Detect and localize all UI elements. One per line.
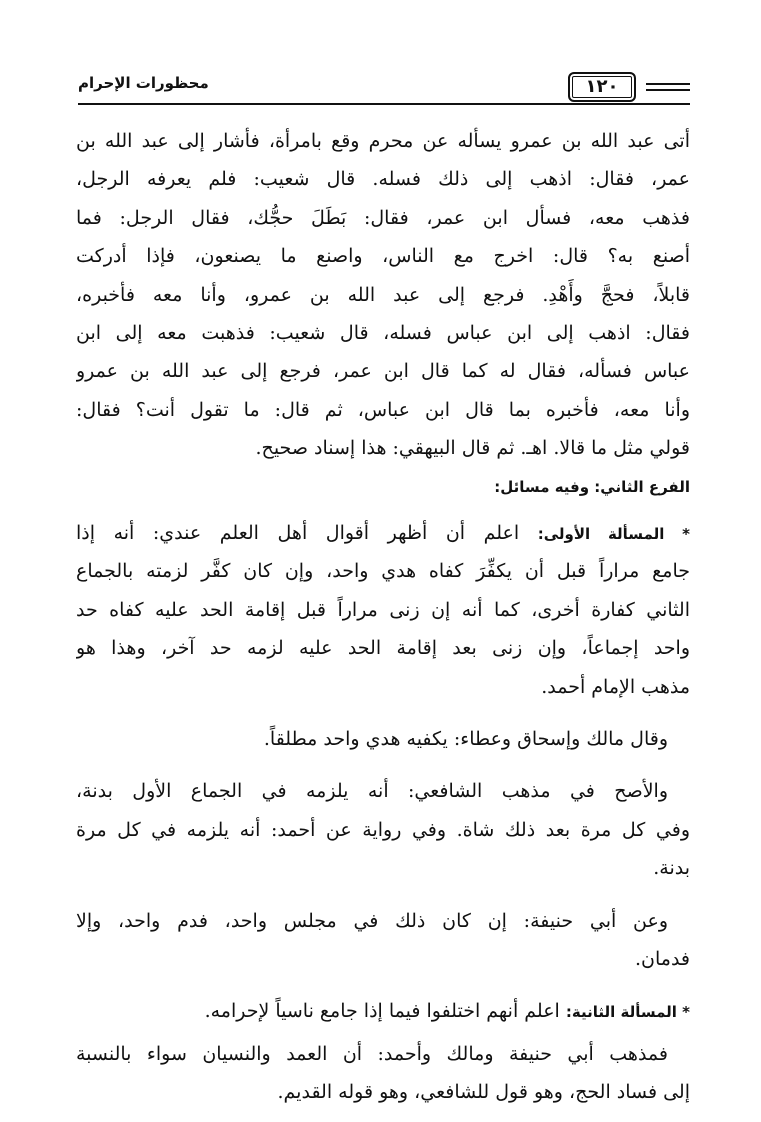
- text-line: جامع مراراً قبل أن يكفِّرَ كفاه هدي واحد، وإن كان كفَّر لزمته بالجماع: [76, 560, 690, 583]
- text-line: مذهب الإمام أحمد.: [541, 675, 690, 698]
- paragraph-gap: [76, 888, 690, 902]
- section-heading: الفرع الثاني: وفيه مسائل:: [494, 478, 690, 496]
- header-rule: [78, 103, 690, 105]
- issue-text: اعلم أن أظهر أقوال أهل العلم عندي: أنه إذا: [76, 522, 538, 544]
- text-line: أصنع به؟ قال: اخرج مع الناس، واصنع ما يصنعون، فإذا أدركت: [76, 245, 690, 268]
- text-line: فذهب معه، فسأل ابن عمر، فقال: بَطَلَ حجُّك، فقال الرجل: فما: [76, 206, 690, 229]
- text-line: عمر، فقال: اذهب إلى ذلك فسله. قال شعيب: فلم يعرفه الرجل،: [76, 168, 690, 191]
- text-line: قابلاً، فحجَّ وأَهْدِ. فرجع إلى عبد الله بن عمرو، وأنا معه فأخبره،: [76, 283, 690, 306]
- issue-text: اعلم أنهم اختلفوا فيما إذا جامع ناسياً لإحرامه.: [204, 1000, 566, 1023]
- text-line: أتى عبد الله بن عمرو يسأله عن محرم وقع بامرأة، فأشار إلى عبد الله بن: [76, 130, 690, 152]
- paragraph-narration: [76, 122, 690, 468]
- text-line: عباس فسأله، فقال له كما قال ابن عمر، فرجع إلى عبد الله بن عمرو: [76, 360, 690, 383]
- issue-lead: * المسألة الأولى:: [537, 525, 690, 543]
- text-line: واحد إجماعاً، وإن زنى بعد إقامة الحد عليه لزمه حد آخر، وهذا هو: [76, 637, 690, 660]
- header-ornament-line: [646, 83, 690, 85]
- text-line: إلى فساد الحج، وهو قول للشافعي، وهو قوله القديم.: [277, 1081, 690, 1104]
- text-line: والأصح في مذهب الشافعي: أنه يلزمه في الجماع الأول بدنة،: [76, 780, 668, 803]
- issue-two-line: [76, 992, 690, 1030]
- text-line: وأنا معه، فأخبره بما قال ابن عباس، ثم قال: ما تقول أنت؟ فقال:: [76, 398, 690, 421]
- issue-first-line: [76, 514, 690, 552]
- header-ornament-line: [646, 89, 690, 91]
- page-number: ١٢٠: [585, 76, 619, 97]
- text-line: بدنة.: [653, 857, 690, 880]
- text-line: قولي مثل ما قالا. اهـ. ثم قال البيهقي: هذا إسناد صحيح.: [255, 437, 690, 460]
- paragraph-gap: [76, 978, 690, 992]
- paragraph-gap: [76, 758, 690, 772]
- page-number-frame: [568, 72, 636, 102]
- running-header: [78, 70, 690, 106]
- paragraph-malik: وقال مالك وإسحاق وعطاء: يكفيه هدي واحد مطلقاً.: [263, 727, 668, 750]
- paragraph-gap: [76, 706, 690, 720]
- text-line: فمذهب أبي حنيفة ومالك وأحمد: أن العمد والنسيان سواء بالنسبة: [76, 1042, 668, 1065]
- text-line: وعن أبي حنيفة: إن كان ذلك في مجلس واحد، فدم واحد، وإلا: [76, 909, 668, 932]
- text-line: فدمان.: [634, 947, 690, 970]
- issues-section: [76, 514, 690, 1111]
- text-line: وفي كل مرة بعد ذلك شاة. وفي رواية عن أحمد: أنه يلزمه في كل مرة: [76, 818, 690, 841]
- page-number-ornament: [558, 72, 690, 102]
- running-title: محظورات الإحرام: [78, 74, 209, 92]
- text-line: فقال: اذهب إلى ابن عباس فسله، قال شعيب: فذهبت معه إلى ابن: [76, 321, 690, 344]
- issue-lead: * المسألة الثانية:: [565, 1003, 690, 1022]
- text-line: الثاني كفارة أخرى، كما أنه إن زنى مراراً قبل إقامة الحد عليه كفاه حد: [76, 598, 690, 621]
